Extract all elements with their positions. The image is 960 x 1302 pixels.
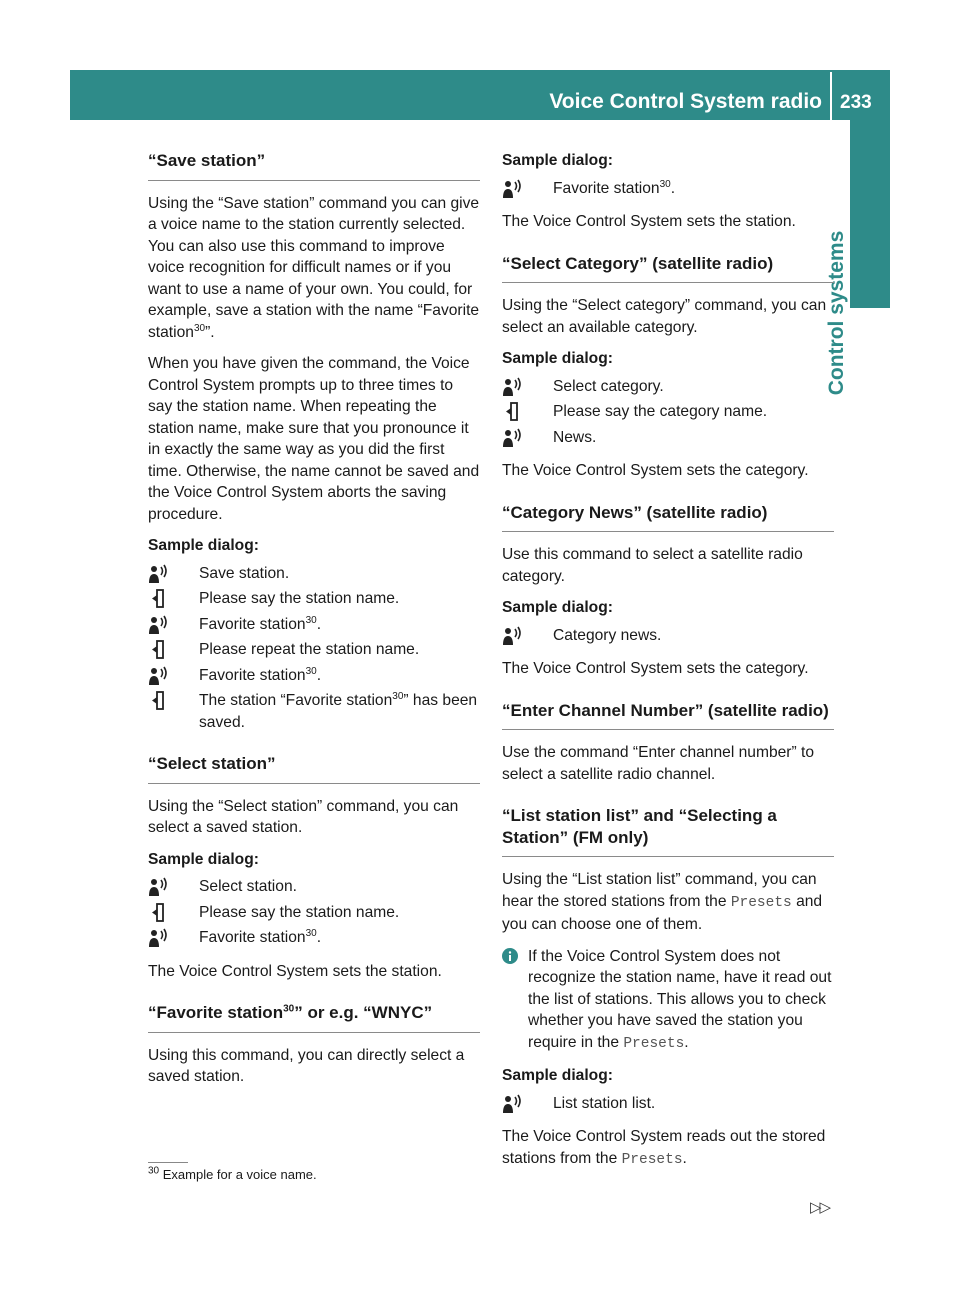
speaking-person-icon	[148, 665, 199, 686]
continue-arrows-icon: ▷▷	[810, 1199, 830, 1216]
sample-dialog-label: Sample dialog:	[502, 1067, 613, 1084]
paragraph: Using the “Select category” command, you can select an available category.	[502, 297, 827, 336]
section-title-select-station: “Select station”	[148, 753, 480, 784]
dialog-line: Select station.	[148, 876, 480, 898]
sample-dialog-label: Sample dialog:	[502, 599, 613, 616]
dialog-line: News.	[502, 427, 834, 449]
paragraph: When you have given the command, the Voice Control System prompts up to three times to say the station name. When repeating the station name, make sure that you pronounce it in exactly the same way as you did the first time. Otherwise, the name cannot be saved and the Voice Control System aborts the saving procedure.	[148, 355, 480, 523]
section-title-favorite-station: “Favorite station$^{30}$” or e.g. “WNYC”	[148, 1002, 480, 1033]
paragraph: The Voice Control System sets the station.	[148, 962, 442, 980]
speaking-person-icon	[502, 178, 553, 199]
paragraph: Using the “List station list” command, you can hear the stored stations from the Presets and you can choose one of them.	[502, 871, 823, 933]
paragraph: The Voice Control System sets the category.	[502, 462, 809, 479]
speaking-person-icon	[148, 614, 199, 635]
paragraph: Using this command, you can directly select a saved station.	[148, 1046, 465, 1085]
dialog-line: Please say the station name.	[148, 902, 480, 924]
dialog-line: Favorite station$^{30}$.	[148, 614, 480, 636]
speaking-person-icon	[502, 625, 553, 646]
dialog-line: Favorite station$^{30}$.	[148, 665, 480, 687]
paragraph: The Voice Control System sets the category.	[502, 660, 809, 677]
paragraph: Use the command “Enter channel number” to select a satellite radio channel.	[502, 744, 815, 783]
right-column	[502, 150, 834, 1181]
speaking-person-icon	[502, 427, 553, 448]
page-number: 233	[840, 92, 872, 113]
info-note	[502, 946, 834, 1066]
dialog-line: Save station.	[148, 563, 480, 585]
note-text: If the Voice Control System does not recognize the station name, have it read out the list of stations. This allows you to check whether you have saved the station you require in the Presets.	[528, 947, 832, 1052]
dialog-line: Please say the station name.	[148, 588, 480, 610]
dialog-line: Category news.	[502, 625, 834, 647]
side-tab-label: Control systems	[825, 230, 848, 396]
left-column	[148, 150, 480, 1098]
paragraph: Using the “Save station” command you can give a voice name to the station currently selected. You can also use this command to improve voice recognition for difficult names or if you want to use a name of your own. You could, for example, save a station with the name “Favorite station$^{30}$”.	[148, 194, 480, 341]
sample-dialog-label: Sample dialog:	[502, 152, 613, 169]
dialog-line: Select category.	[502, 376, 834, 398]
section-title-list-station: “List station list” and “Selecting a Station” (FM only)	[502, 805, 834, 857]
system-speaker-icon	[148, 639, 199, 660]
sample-dialog-label: Sample dialog:	[502, 350, 613, 367]
speaking-person-icon	[148, 927, 199, 948]
footnote-rule	[148, 1162, 188, 1163]
speaking-person-icon	[502, 376, 553, 397]
header-title: Voice Control System radio	[549, 90, 822, 113]
dialog-line: List station list.	[502, 1093, 834, 1115]
speaking-person-icon	[148, 563, 199, 584]
system-speaker-icon	[148, 690, 199, 711]
info-icon	[502, 946, 518, 969]
dialog-line: Favorite station$^{30}$.	[502, 178, 834, 200]
section-title-select-category: “Select Category” (satellite radio)	[502, 253, 834, 284]
dialog-line: Please repeat the station name.	[148, 639, 480, 661]
sample-dialog-label: Sample dialog:	[148, 850, 259, 868]
system-speaker-icon	[148, 902, 199, 923]
dialog-line: Please say the category name.	[502, 401, 834, 423]
system-speaker-icon	[502, 401, 553, 422]
speaking-person-icon	[148, 876, 199, 897]
sample-dialog-label: Sample dialog:	[148, 537, 259, 554]
header-separator	[830, 72, 832, 120]
section-title-enter-channel: “Enter Channel Number” (satellite radio)	[502, 700, 834, 731]
section-title-save-station: “Save station”	[148, 150, 480, 181]
paragraph: The Voice Control System sets the station.	[502, 213, 796, 230]
system-speaker-icon	[148, 588, 199, 609]
paragraph: Using the “Select station” command, you can select a saved station.	[148, 797, 459, 836]
dialog-line: Favorite station$^{30}$.	[148, 927, 480, 949]
paragraph: The Voice Control System reads out the stored stations from the Presets.	[502, 1128, 826, 1168]
section-title-category-news: “Category News” (satellite radio)	[502, 502, 834, 533]
paragraph: Use this command to select a satellite radio category.	[502, 546, 803, 585]
speaking-person-icon	[502, 1093, 553, 1114]
dialog-line: The station “Favorite station$^{30}$” has been saved.	[148, 690, 480, 733]
footnote: $^{30}$ Example for a voice name.	[148, 1165, 317, 1182]
